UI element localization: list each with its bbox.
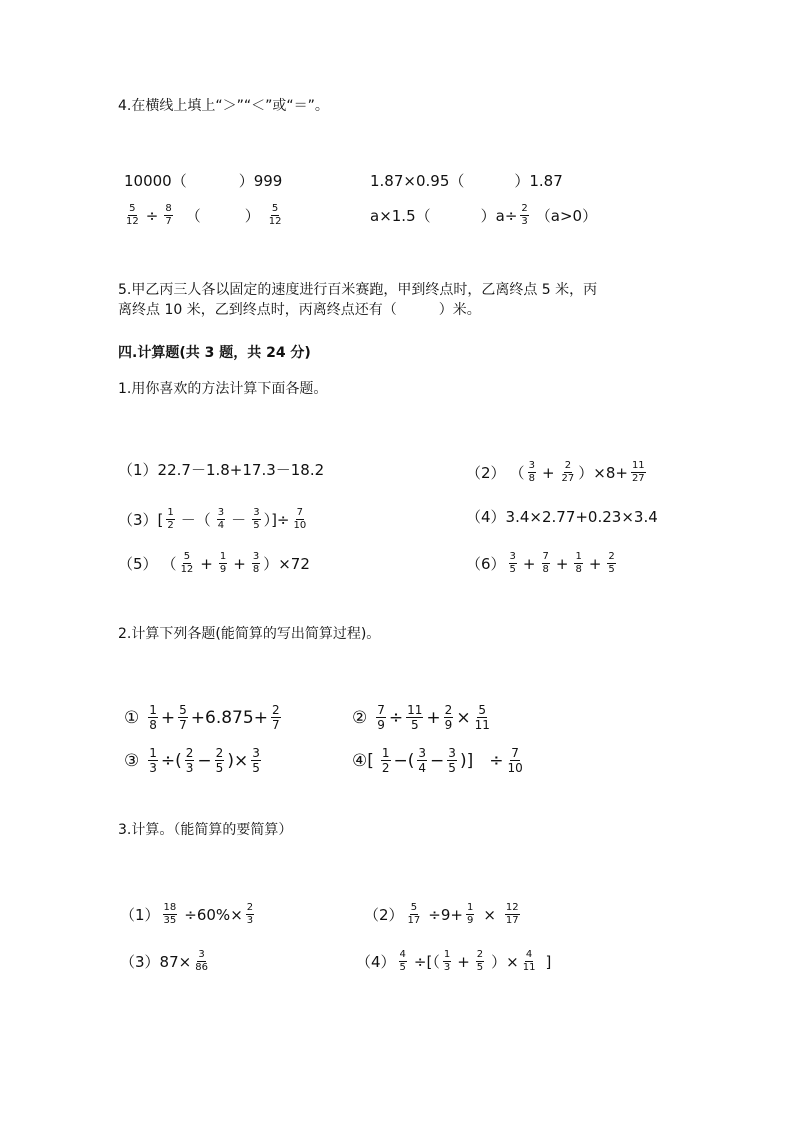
q4-r1a-left: 10000（ <box>124 172 187 190</box>
fraction: $\frac{3}{8}$ <box>252 551 260 575</box>
plus-sign: + <box>233 554 246 573</box>
operator-text: ÷9+ <box>428 905 463 924</box>
fraction: $\frac{8}{7}$ <box>165 203 172 227</box>
operator-text: ÷[（ <box>413 952 440 971</box>
fraction: $\frac{1}{9}$ <box>466 902 474 926</box>
paren-close: ） <box>244 206 260 225</box>
fraction: $\frac{5}{7}$ <box>179 703 187 732</box>
fraction: $\frac{3}{8}$ <box>528 460 535 484</box>
operator-text: ÷( <box>160 750 182 771</box>
minus-sign: − <box>197 750 212 771</box>
minus-sign: － <box>231 510 247 529</box>
c1-problem-2 <box>466 460 649 485</box>
problem-label: ② <box>352 707 368 728</box>
c2-expr-2 <box>352 703 494 732</box>
fraction: $\frac{1}{3}$ <box>149 746 157 775</box>
fraction: $\frac{7}{10}$ <box>293 507 307 531</box>
operator-text: )] <box>459 750 474 771</box>
fraction: $\frac{2}{9}$ <box>444 703 453 732</box>
q4-title: 4.在横线上填上“＞”“＜”或“＝”。 <box>118 98 329 114</box>
operator-text: ）× <box>491 952 519 971</box>
fraction: $\frac{7}{8}$ <box>542 551 549 575</box>
fraction: $\frac{3}{86}$ <box>195 949 208 973</box>
fraction: $\frac{1}{8}$ <box>575 551 582 575</box>
operator-text: －（ <box>180 510 211 529</box>
operator-text: −( <box>393 750 415 771</box>
plus-sign: + <box>541 463 555 482</box>
times-sign: × <box>456 707 471 728</box>
plus-sign: + <box>200 554 213 573</box>
operator-text: )× <box>227 750 249 771</box>
plus-sign: + <box>160 707 176 728</box>
plus-sign: + <box>522 554 536 573</box>
fraction: $\frac{3}{4}$ <box>217 507 225 531</box>
operator-text: ）×72 <box>263 554 310 573</box>
problem-label: ① <box>124 707 140 728</box>
problem-label: （3）87× <box>120 952 192 971</box>
minus-sign: − <box>430 750 445 771</box>
q5-line1: 5.甲乙丙三人各以固定的速度进行百米赛跑，甲到终点时，乙离终点 5 米，丙 <box>118 282 598 298</box>
c1-problem-4 <box>466 507 658 527</box>
times-sign: × <box>483 905 496 924</box>
fraction: $\frac{2}{3}$ <box>185 746 194 775</box>
problem-label: （6） <box>466 554 506 573</box>
operator-text: ）]÷ <box>263 510 290 529</box>
divide-sign: ÷ <box>145 206 159 225</box>
fraction: $\frac{5}{12}$ <box>180 551 194 575</box>
c2-expr-3 <box>124 746 264 775</box>
c2-expr-4 <box>352 746 527 775</box>
fraction: $\frac{7}{10}$ <box>507 746 523 775</box>
fraction: $\frac{3}{5}$ <box>253 507 260 531</box>
fraction: $\frac{1}{3}$ <box>443 949 451 973</box>
fraction: $\frac{5}{12}$ <box>268 203 282 227</box>
fraction: $\frac{2}{5}$ <box>608 551 615 575</box>
fraction: $\frac{11}{5}$ <box>407 703 423 732</box>
c3-title: 3.计算。（能简算的要简算） <box>118 822 293 838</box>
paren: （ <box>509 463 525 482</box>
problem-text: （4）3.4×2.77+0.23×3.4 <box>466 508 658 526</box>
c2-expr-1 <box>124 703 284 732</box>
fraction: $\frac{4}{5}$ <box>399 949 406 973</box>
c1-problem-3 <box>118 507 310 532</box>
fraction: $\frac{3}{5}$ <box>509 551 516 575</box>
q4-row1-b <box>370 171 563 191</box>
fraction: $\frac{3}{5}$ <box>448 746 456 775</box>
fraction: $\frac{2}{3}$ <box>246 902 254 926</box>
plus-sign: + <box>457 952 470 971</box>
c3-problem-1 <box>120 902 257 927</box>
fraction: $\frac{1}{8}$ <box>149 703 157 732</box>
c1-problem-5 <box>118 551 310 576</box>
plus-sign: + <box>426 707 441 728</box>
c3-problem-3 <box>120 949 212 974</box>
c1-problem-1 <box>118 460 324 480</box>
problem-label: （3）[ <box>118 510 164 529</box>
problem-label: ④[ <box>352 750 374 771</box>
operator-text: ÷60%× <box>184 905 243 924</box>
problem-label: ③ <box>124 750 140 771</box>
problem-label: （1） <box>120 905 160 924</box>
operator-text: ）×8+ <box>578 463 628 482</box>
c3-problem-2 <box>364 902 523 927</box>
fraction: $\frac{7}{9}$ <box>377 703 385 732</box>
fraction: $\frac{12}{17}$ <box>505 902 519 926</box>
c3-problem-4 <box>356 949 551 974</box>
fraction: $\frac{1}{2}$ <box>381 746 390 775</box>
fraction: $\frac{2}{5}$ <box>215 746 224 775</box>
q4-r2b-left: a×1.5（ <box>370 206 431 225</box>
problem-label: （2） <box>466 463 506 482</box>
c1-problem-6 <box>466 551 619 576</box>
fraction: $\frac{3}{4}$ <box>418 746 427 775</box>
fraction: $\frac{2}{5}$ <box>476 949 484 973</box>
problem-label: （2） <box>364 905 404 924</box>
fraction: $\frac{1}{2}$ <box>167 507 174 531</box>
q4-row2-b <box>370 203 597 228</box>
fraction: $\frac{5}{11}$ <box>474 703 490 732</box>
operator-text: +6.875+ <box>190 707 268 728</box>
bracket-close: ] <box>545 952 552 971</box>
fraction: $\frac{18}{35}$ <box>163 902 177 926</box>
divide-sign: ÷ <box>489 750 504 771</box>
q4-r1a-right: ）999 <box>238 172 283 190</box>
paren-open: （ <box>185 206 201 225</box>
q4-r1b-left: 1.87×0.95（ <box>370 172 465 190</box>
fraction: $\frac{5}{12}$ <box>126 203 139 227</box>
q4-row2-a <box>122 203 285 228</box>
q4-row1-a <box>124 171 282 191</box>
q4-r1b-right: ）1.87 <box>514 172 563 190</box>
problem-label: （4） <box>356 952 396 971</box>
fraction: $\frac{5}{17}$ <box>407 902 421 926</box>
fraction: $\frac{4}{11}$ <box>522 949 536 973</box>
c1-title: 1.用你喜欢的方法计算下面各题。 <box>118 381 328 397</box>
fraction: $\frac{3}{5}$ <box>252 746 260 775</box>
fraction: $\frac{2}{7}$ <box>271 703 280 732</box>
q4-r2b-right: ）a÷ <box>480 206 518 225</box>
fraction: $\frac{11}{27}$ <box>631 460 645 484</box>
problem-label: （5） <box>118 554 158 573</box>
condition: （a>0） <box>535 206 598 225</box>
section-title: 四.计算题(共 3 题，共 24 分) <box>118 345 311 361</box>
divide-sign: ÷ <box>388 707 404 728</box>
fraction: $\frac{2}{3}$ <box>521 203 528 227</box>
c2-title: 2.计算下列各题(能简算的写出简算过程)。 <box>118 626 381 642</box>
problem-text: （1）22.7－1.8+17.3－18.2 <box>118 461 325 479</box>
fraction: $\frac{2}{27}$ <box>561 460 575 484</box>
plus-sign: + <box>555 554 569 573</box>
plus-sign: + <box>588 554 602 573</box>
fraction: $\frac{1}{9}$ <box>219 551 227 575</box>
q5-line2: 离终点 10 米，乙到终点时，丙离终点还有（ ）米。 <box>118 302 481 318</box>
paren: （ <box>161 554 177 573</box>
